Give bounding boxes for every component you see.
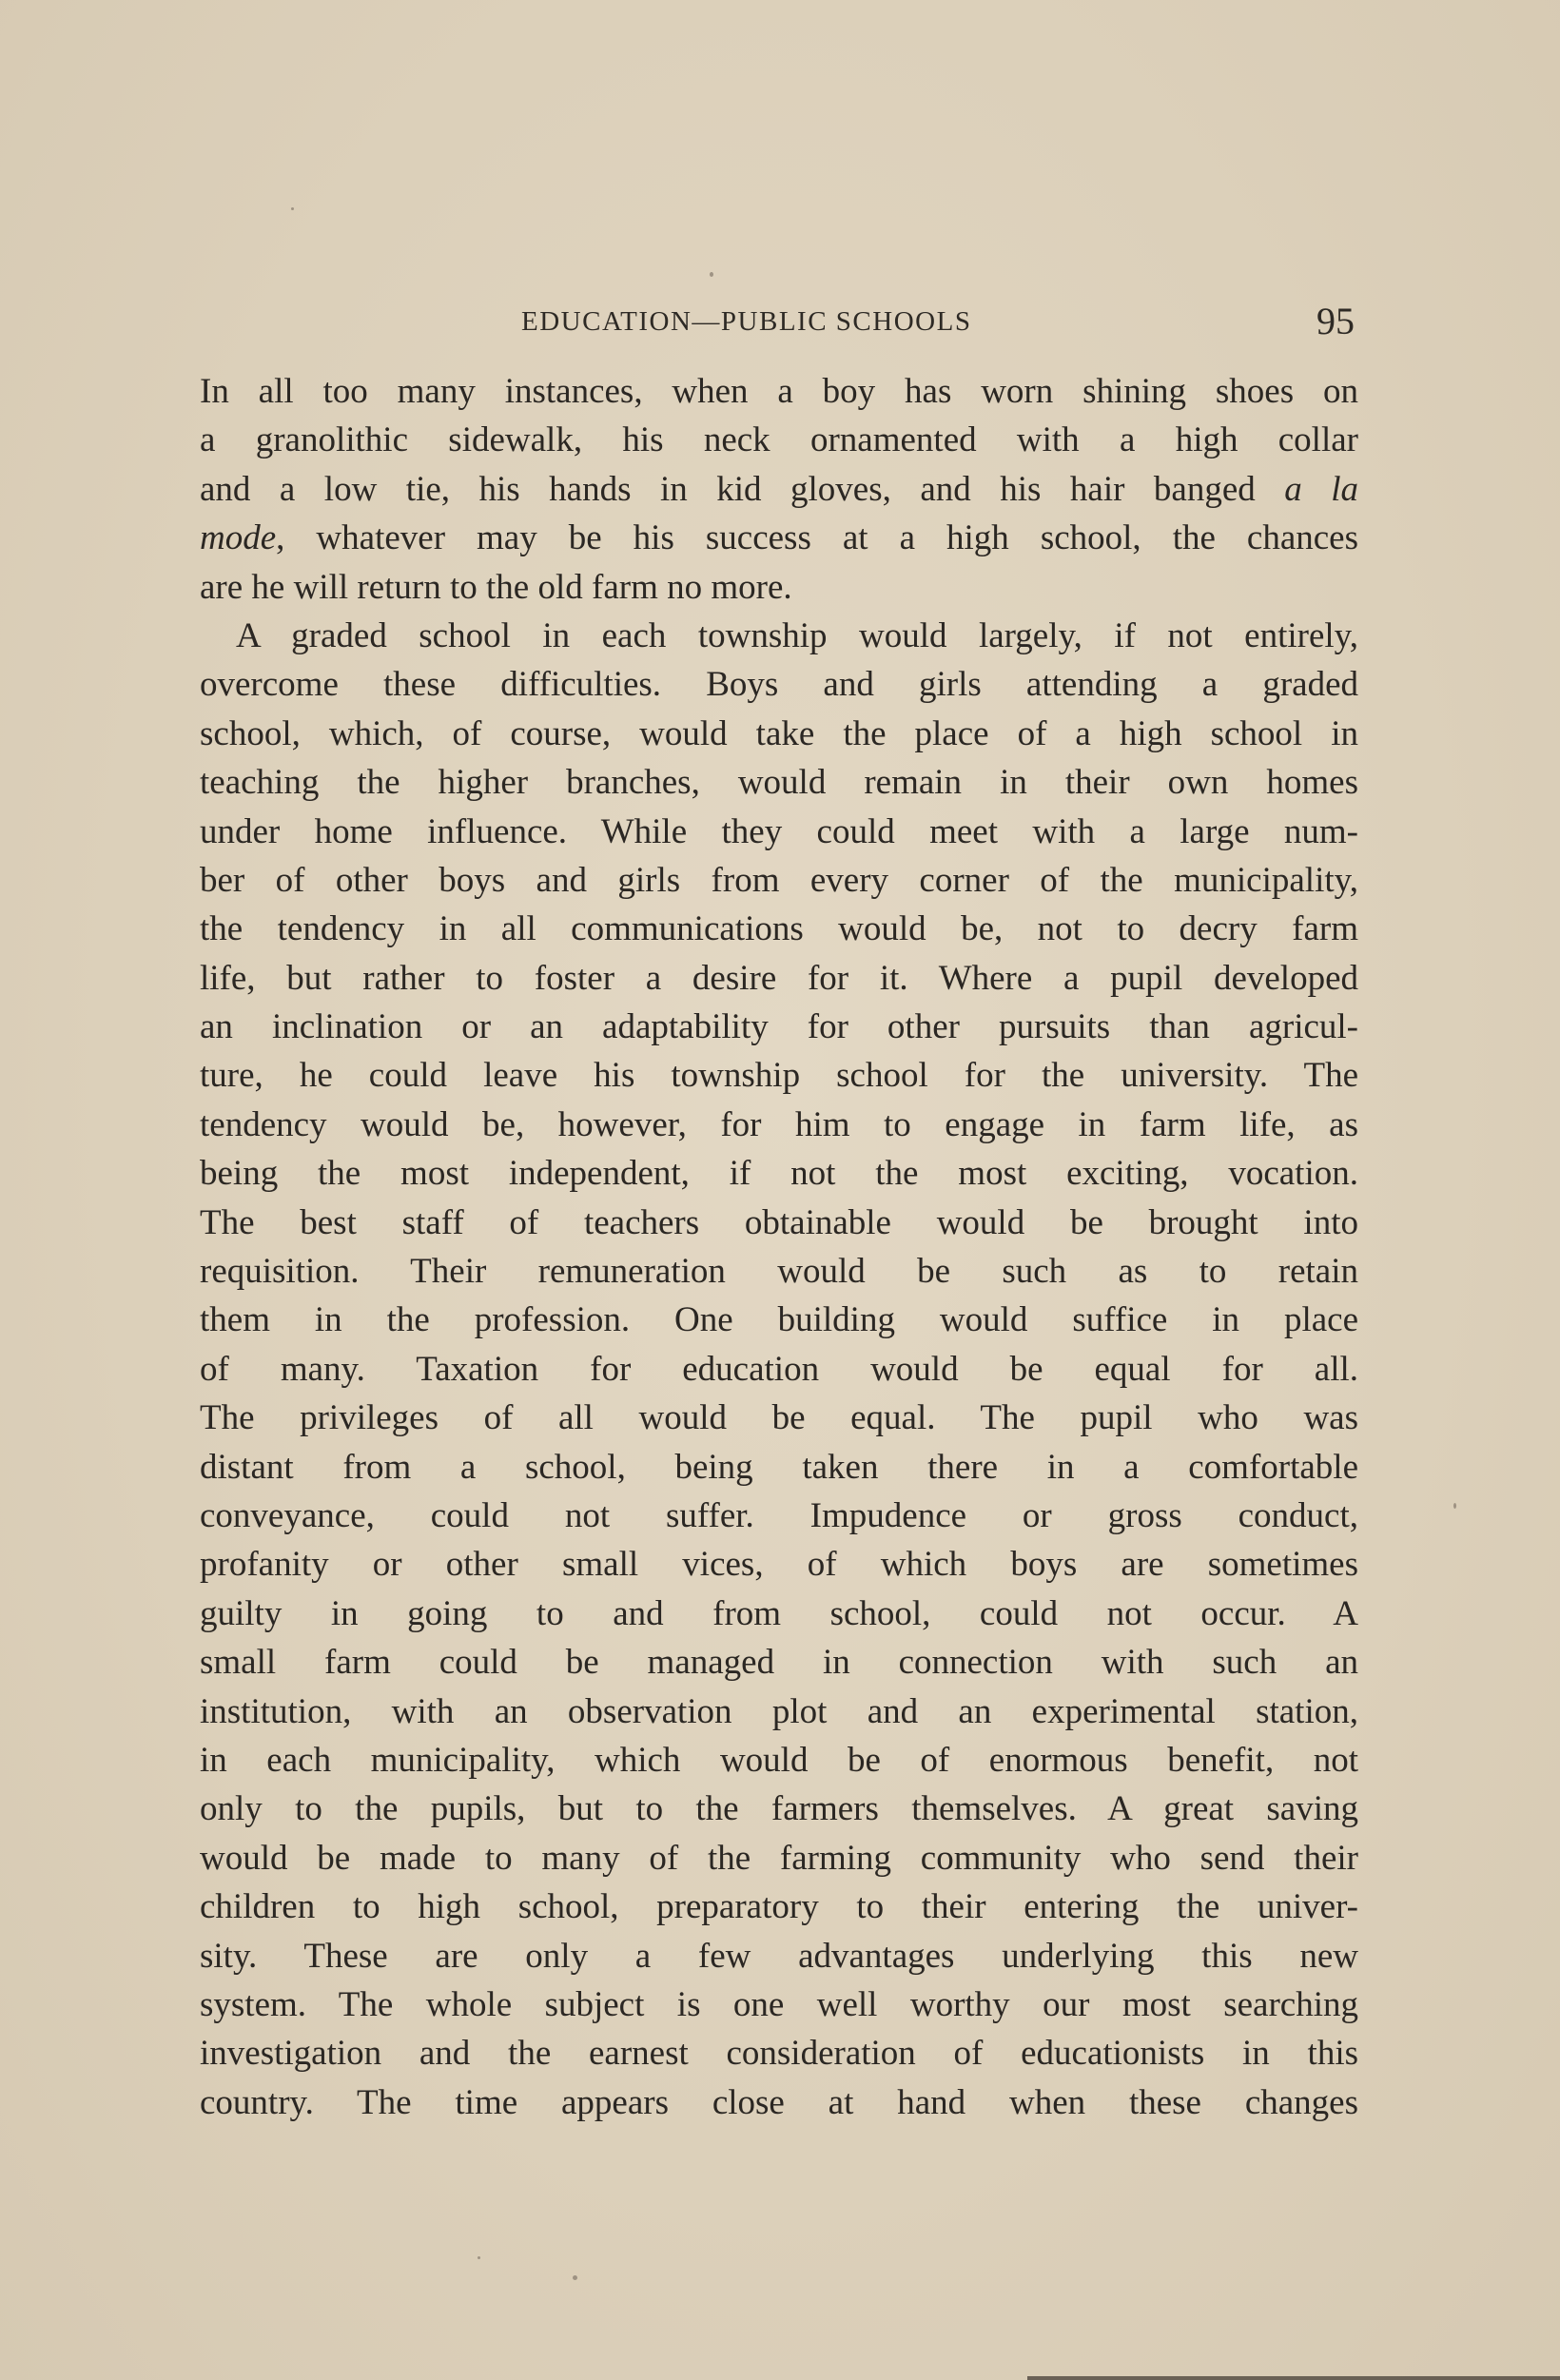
text-line: investigation and the earnest consideration of educationists in this: [200, 2034, 1358, 2074]
text-line: system. The whole subject is one well worthy our most searching: [200, 1984, 1358, 2024]
paper-speck: [573, 2275, 577, 2280]
text-line: small farm could be managed in connection with such an: [200, 1643, 1358, 1683]
text-line: in each municipality, which would be of enormous benefit, not: [200, 1740, 1358, 1780]
text-line: only to the pupils, but to the farmers themselves. A great saving: [200, 1789, 1358, 1829]
text-line: The privileges of all would be equal. The pupil who was: [200, 1398, 1358, 1438]
text-line: them in the profession. One building would suffice in place: [200, 1300, 1358, 1340]
paragraph-first-line: A graded school in each township would largely, if not entirely,: [236, 615, 1358, 655]
text-line: a granolithic sidewalk, his neck ornamented with a high collar: [200, 420, 1358, 460]
text-line: sity. These are only a few advantages underlying this new: [200, 1936, 1358, 1976]
text-line: of many. Taxation for education would be equal for all.: [200, 1349, 1358, 1389]
text-line: ture, he could leave his township school for the university. The: [200, 1056, 1358, 1096]
text-line: life, but rather to foster a desire for it. Where a pupil developed: [200, 958, 1358, 998]
text-line: school, which, of course, would take the place of a high school in: [200, 713, 1358, 753]
text-fragment: and a low tie, his hands in kid gloves, and his hair banged: [200, 469, 1256, 509]
text-line: institution, with an observation plot and an experimental station,: [200, 1691, 1358, 1731]
text-line: requisition. Their remuneration would be such as to retain: [200, 1252, 1358, 1292]
text-fragment: , whatever may be his success at a high school, the chances: [276, 518, 1358, 558]
text-line: In all too many instances, when a boy has worn shining shoes on: [200, 372, 1358, 411]
text-line: [200, 514, 1358, 562]
page-number: 95: [1316, 300, 1355, 342]
text-line: tendency would be, however, for him to engage in farm life, as: [200, 1104, 1358, 1144]
paper-speck: [478, 2256, 480, 2259]
text-line: children to high school, preparatory to their entering the univer-: [200, 1887, 1358, 1927]
text-line: an inclination or an adaptability for other pursuits than agricul-: [200, 1007, 1358, 1047]
body-text: [200, 367, 1358, 2127]
paper-speck: [291, 207, 294, 210]
text-line: conveyance, could not suffer. Impudence or gross conduct,: [200, 1495, 1358, 1535]
text-line: ber of other boys and girls from every corner of the municipality,: [200, 860, 1358, 900]
running-head: [200, 297, 1358, 354]
text-line: would be made to many of the farming community who send their: [200, 1838, 1358, 1878]
page-edge-shadow: [1027, 2376, 1560, 2380]
italic-word: mode: [200, 518, 277, 558]
italic-phrase: a la: [1284, 469, 1358, 509]
text-line: distant from a school, being taken there in a comfortable: [200, 1447, 1358, 1487]
text-line: overcome these difficulties. Boys and girls attending a graded: [200, 665, 1358, 705]
text-line: guilty in going to and from school, could not occur. A: [200, 1593, 1358, 1633]
paper-speck: [1453, 1503, 1456, 1509]
running-title: EDUCATION—PUBLIC SCHOOLS: [521, 306, 972, 337]
text-line: The best staff of teachers obtainable would be brought into: [200, 1202, 1358, 1242]
text-line: profanity or other small vices, of which boys are sometimes: [200, 1545, 1358, 1585]
text-line: teaching the higher branches, would remain in their own homes: [200, 763, 1358, 803]
text-line: under home influence. While they could meet with a large num-: [200, 811, 1358, 851]
text-line: [200, 465, 1358, 514]
text-line: country. The time appears close at hand when these changes: [200, 2082, 1358, 2122]
text-line: the tendency in all communications would be, not to decry farm: [200, 909, 1358, 949]
text-line: being the most independent, if not the most exciting, vocation.: [200, 1154, 1358, 1194]
paper-speck: [710, 272, 713, 277]
text-line: are he will return to the old farm no more.: [200, 567, 792, 607]
